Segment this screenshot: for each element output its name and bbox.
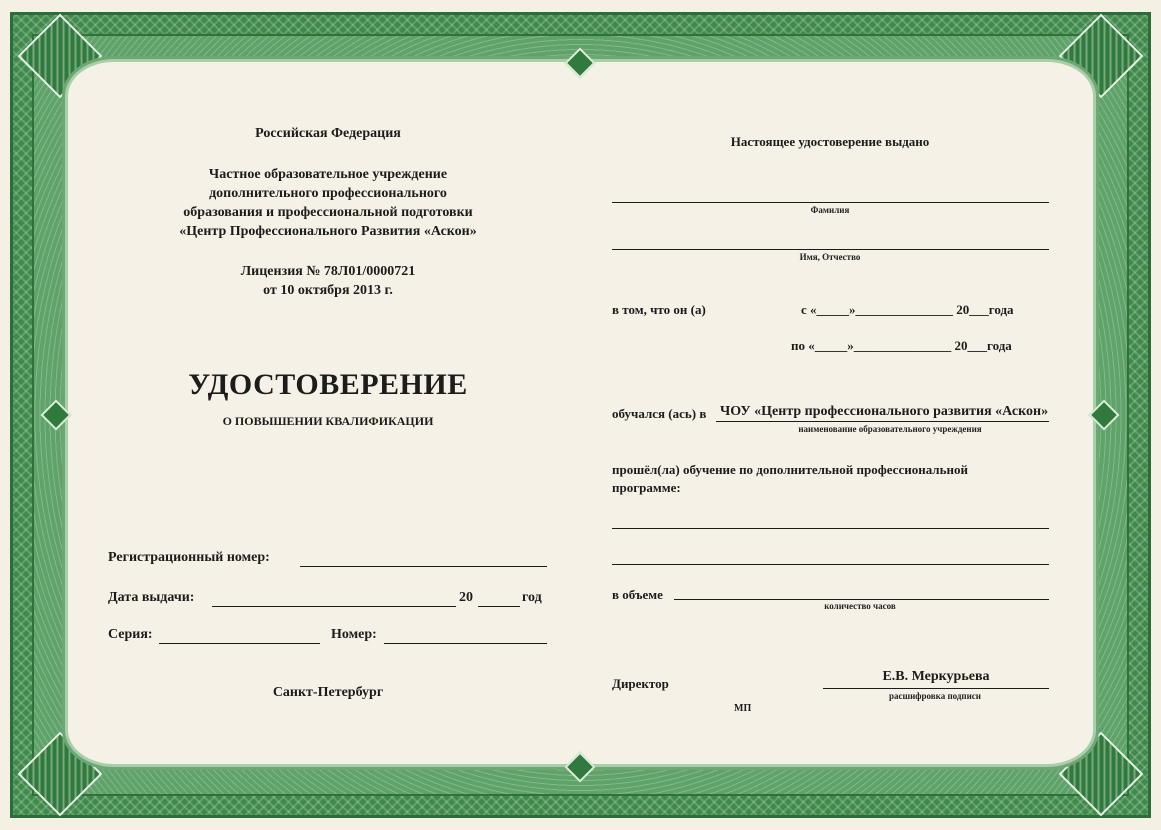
name-caption: Имя, Отчество [799,252,861,262]
in-that-label: в том, что он (а) [612,302,706,317]
document-title: УДОСТОВЕРЕНИЕ [188,368,468,401]
director-name: Е.В. Меркурьева [882,669,990,684]
license-number: Лицензия № 78Л01/0000721 [240,264,416,279]
series-field[interactable] [159,643,320,644]
program-line-2: программе: [612,480,681,495]
issued-to-heading: Настоящее удостоверение выдано [730,134,930,149]
number-field[interactable] [384,643,547,644]
issue-year-prefix: 20 [459,590,473,605]
license-date: от 10 октября 2013 г. [263,283,393,298]
reg-number-field[interactable] [300,566,547,567]
volume-label: в объеме [612,587,663,602]
org-line-4: «Центр Профессионального Развития «Аскон» [179,224,477,239]
name-field[interactable] [612,249,1049,250]
surname-caption: Фамилия [810,205,850,215]
surname-field[interactable] [612,202,1049,203]
issue-date-field[interactable] [212,606,456,607]
org-line-2: дополнительного профессионального [209,186,447,201]
program-field-2[interactable] [612,564,1049,565]
hours-field[interactable] [674,599,1049,600]
signature-caption: расшифровка подписи [889,691,981,701]
period-from[interactable]: с «_____»_______________ 20___года [801,302,1014,317]
period-to[interactable]: по «_____»_______________ 20___года [791,338,1012,353]
program-line-1: прошёл(ла) обучение по дополнительной профессиональной [612,462,968,477]
series-label: Серия: [108,627,153,642]
institution-caption: наименование образовательного учреждения [798,424,982,434]
issue-year-field[interactable] [478,606,520,607]
org-line-1: Частное образовательное учреждение [208,167,448,182]
studied-label: обучался (ась) в [612,406,707,421]
hours-caption: количество часов [824,601,896,611]
number-label: Номер: [331,627,377,642]
city-label: Санкт-Петербург [272,685,384,700]
program-field-1[interactable] [612,528,1049,529]
document-subtitle: О ПОВЫШЕНИИ КВАЛИФИКАЦИИ [222,414,434,428]
org-line-3: образования и профессиональной подготовки [183,205,473,220]
reg-number-label: Регистрационный номер: [108,550,270,565]
country-heading: Российская Федерация [255,126,401,141]
issue-date-label: Дата выдачи: [108,590,195,605]
director-label: Директор [612,676,669,691]
institution-name[interactable]: ЧОУ «Центр профессионального развития «Аскон» [720,404,1049,419]
signature-field[interactable] [823,688,1049,689]
institution-field [716,421,1049,422]
stamp-label: МП [734,703,752,714]
issue-year-suffix: год [522,590,542,605]
